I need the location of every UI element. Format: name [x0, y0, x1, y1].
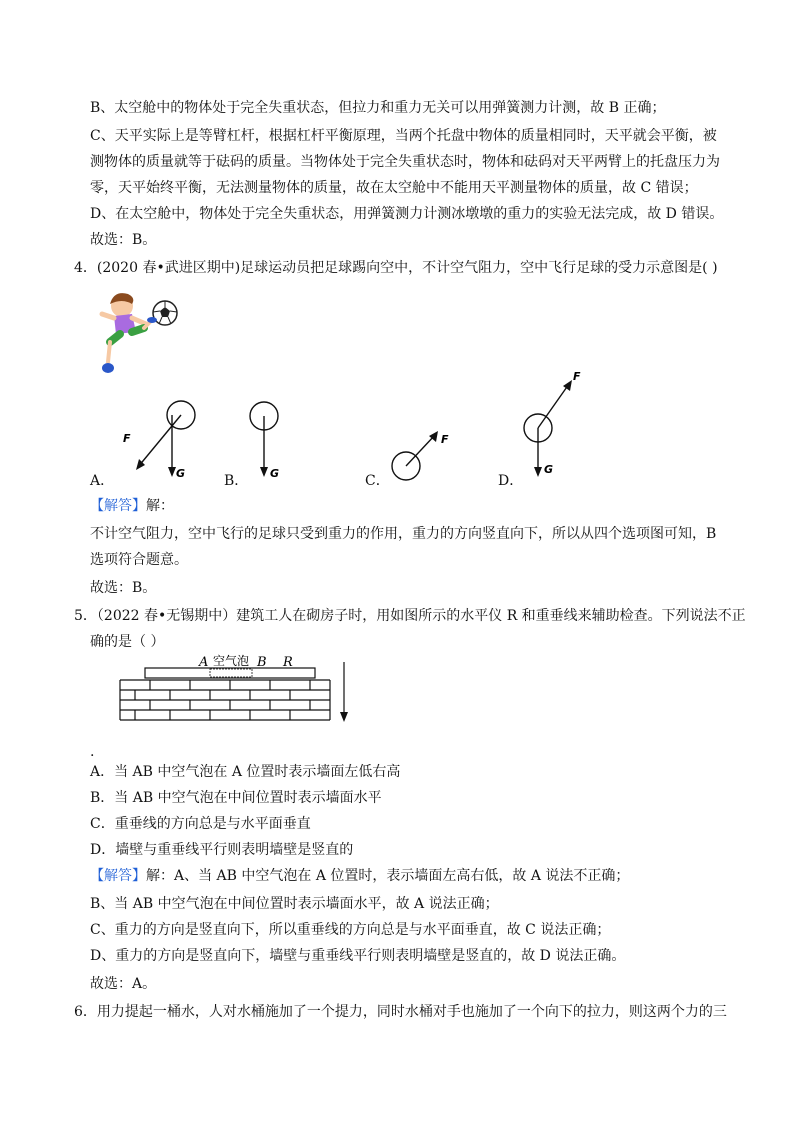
q5-answer-line-b: B、当 AB 中空气泡在中间位置时表示墙面水平，故 A 说法正确； — [90, 896, 499, 912]
solution-line-c2: 测物体的质量就等于砝码的质量。当物体处于完全失重状态时，物体和砝码对天平两臂上的托盘压力为 — [90, 154, 720, 170]
question-5-stem-1: 5．（2022 春•无锡期中）建筑工人在砌房子时，用如图所示的水平仪 R 和重垂线来辅助检查。下列说法不正 — [74, 608, 746, 624]
q5-option-b: B．当 AB 中空气泡在中间位置时表示墙面水平 — [90, 790, 382, 806]
force-f-label: F — [573, 370, 581, 383]
question-5-stem-2: 确的是（ ） — [90, 634, 165, 650]
solution-line-d: D、在太空舱中，物体处于完全失重状态，用弹簧测力计测冰墩墩的重力的实验无法完成，故 D 错误。 — [90, 206, 724, 222]
option-c-label: C． — [365, 473, 390, 489]
q5-option-d: D．墙壁与重垂线平行则表明墙壁是竖直的 — [90, 842, 354, 858]
q5-answer-line-c: C、重力的方向是竖直向下，所以重垂线的方向总是与水平面垂直，故 C 说法正确； — [90, 922, 611, 938]
option-a-diagram — [115, 385, 195, 485]
force-g-label: G — [176, 467, 186, 480]
option-d-diagram — [515, 365, 595, 485]
level-label-r: R — [283, 655, 293, 670]
q5-choice: 故选：A。 — [90, 976, 157, 992]
question-6-stem: 6．用力提起一桶水，人对水桶施加了一个提力，同时水桶对手也施加了一个向下的拉力，则这两个力的三 — [74, 1004, 727, 1020]
level-label-b: B — [257, 655, 267, 670]
q4-explanation-2: 选项符合题意。 — [90, 552, 188, 568]
figure-dot: . — [90, 744, 95, 760]
q4-choice: 故选：B。 — [90, 580, 157, 596]
soccer-player-image-lower — [92, 340, 152, 380]
option-b-label: B． — [224, 473, 249, 489]
q5-option-c: C．重垂线的方向总是与水平面垂直 — [90, 816, 311, 832]
force-g-label: G — [544, 463, 554, 476]
solution-line-b: B、太空舱中的物体处于完全失重状态，但拉力和重力无关可以用弹簧测力计测，故 B 正确； — [90, 100, 666, 116]
solution-line-c1: C、天平实际上是等臂杠杆，根据杠杆平衡原理，当两个托盘中物体的质量相同时，天平就会平衡，被 — [90, 128, 717, 144]
question-4-stem: 4．(2020 春•武进区期中)足球运动员把足球踢向空中，不计空气阻力，空中飞行足球的受力示意图是( ) — [74, 260, 718, 276]
bubble-label: 空气泡 — [213, 654, 250, 668]
wall-level-figure — [115, 652, 355, 724]
force-g-label: G — [270, 467, 280, 480]
force-f-label: F — [441, 433, 449, 446]
level-label-a: A — [199, 655, 209, 670]
option-d-label: D． — [498, 473, 524, 489]
q4-explanation-1: 不计空气阻力，空中飞行的足球只受到重力的作用，重力的方向竖直向下，所以从四个选项图可知，B — [90, 526, 717, 542]
solution-choice: 故选：B。 — [90, 232, 157, 248]
force-f-label: F — [123, 432, 131, 445]
option-c-diagram — [385, 425, 455, 490]
q5-answer-header — [90, 866, 629, 886]
answer-line-1: 解：A、当 AB 中空气泡在 A 位置时，表示墙面左高右低，故 A 说法不正确； — [146, 868, 630, 884]
answer-suffix: 解： — [146, 498, 174, 514]
option-a-label: A． — [90, 473, 115, 489]
answer-tag: 【解答】 — [90, 498, 146, 514]
q4-answer-header — [90, 496, 174, 516]
q5-answer-line-d: D、重力的方向是竖直向下，墙壁与重垂线平行则表明墙壁是竖直的，故 D 说法正确。 — [90, 948, 626, 964]
solution-line-c3: 零，天平始终平衡，无法测量物体的质量，故在太空舱中不能用天平测量物体的质量，故 C 错误； — [90, 180, 698, 196]
answer-tag: 【解答】 — [90, 868, 146, 884]
option-b-diagram — [245, 395, 295, 485]
q5-option-a: A．当 AB 中空气泡在 A 位置时表示墙面左低右高 — [90, 764, 401, 780]
